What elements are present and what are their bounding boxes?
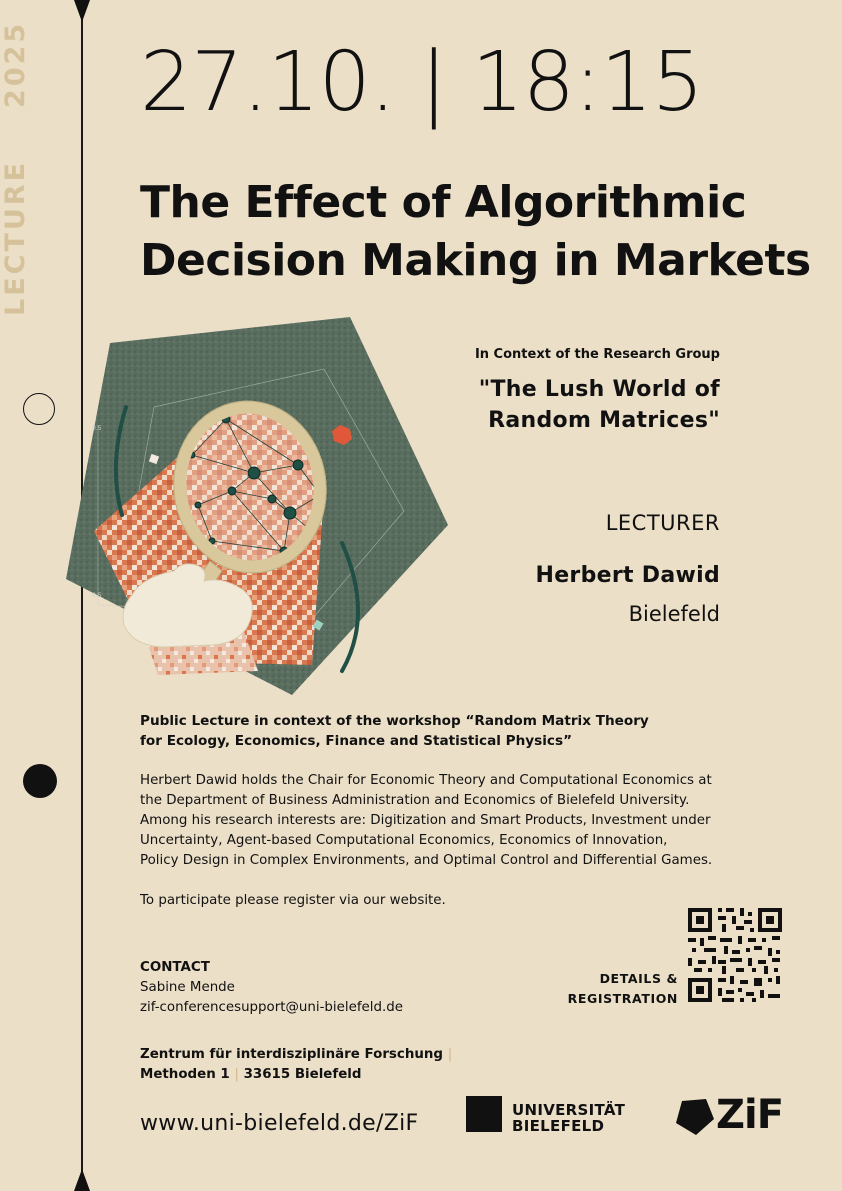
research-group-name-line-1: "The Lush World of [478, 377, 720, 402]
org-name-text: Zentrum für interdisziplinäre Forschung [140, 1047, 444, 1062]
contact-email-link[interactable]: zif-conferencesupport@uni-bielefeld.de [140, 1000, 404, 1015]
side-label-word: LECTURE [0, 159, 31, 316]
hollow-circle-marker [23, 393, 55, 425]
faint-axis-tick: 0.5 [92, 592, 102, 599]
lecturer-location: Bielefeld [628, 602, 720, 626]
bio-line-3: Among his research interests are: Digitization and Smart Products, Investment under [140, 813, 711, 828]
uni-logo-square-icon [466, 1096, 502, 1132]
contact-name: Sabine Mende [140, 980, 235, 995]
intro-line-1: Public Lecture in context of the workshop “Random Matrix Theory [140, 713, 649, 729]
faint-axis-tick: 0.5 [92, 425, 102, 432]
research-group-name [479, 374, 720, 436]
separator: | [447, 1047, 453, 1062]
lecture-title-line-2: Decision Making in Markets [140, 235, 811, 286]
triangle-top-marker [74, 0, 90, 22]
uni-logo-line-1: UNIVERSITÄT [512, 1101, 626, 1119]
bio-line-2: the Department of Business Administration and Economics of Bielefeld University. [140, 793, 690, 808]
details-registration-label [568, 969, 678, 1009]
bio-line-1: Herbert Dawid holds the Chair for Economic Theory and Computational Economics at [140, 773, 712, 788]
side-label [0, 21, 31, 316]
lecturer-label: LECTURER [605, 511, 720, 535]
bio-line-4: Uncertainty, Agent-based Computational Economics, Economics of Innovation, [140, 833, 668, 848]
zif-pentagon-icon [674, 1097, 714, 1137]
side-label-year: 2025 [0, 20, 31, 108]
details-line-2: REGISTRATION [567, 991, 678, 1006]
lecturer-name: Herbert Dawid [535, 563, 720, 588]
lecture-intro [140, 711, 740, 751]
magnifier-network-illustration [62, 315, 456, 700]
org-street: Methoden 1 [140, 1067, 230, 1082]
filled-circle-marker [23, 764, 57, 798]
zif-logo-text: ZiF [716, 1092, 784, 1138]
registration-note: To participate please register via our website. [140, 893, 446, 908]
zif-logo [674, 1092, 794, 1139]
lecture-title [140, 174, 820, 290]
details-line-1: DETAILS & [599, 971, 678, 986]
bio-line-5: Policy Design in Complex Environments, and Optimal Control and Differential Games. [140, 853, 713, 868]
uni-logo-line-2: BIELEFELD [512, 1117, 605, 1135]
uni-logo-text [512, 1102, 625, 1134]
org-address [140, 1065, 361, 1085]
intro-line-2: for Ecology, Economics, Finance and Statistical Physics” [140, 733, 572, 749]
triangle-bottom-marker [74, 1169, 90, 1191]
org-name [140, 1045, 452, 1065]
org-city: 33615 Bielefeld [243, 1067, 362, 1082]
lecture-title-line-1: The Effect of Algorithmic [140, 177, 747, 228]
research-group-label: In Context of the Research Group [474, 347, 720, 362]
lecturer-bio [140, 771, 740, 871]
research-group-name-line-2: Random Matrices" [488, 408, 720, 433]
contact-label: CONTACT [140, 960, 210, 975]
university-bielefeld-logo [466, 1096, 626, 1136]
website-link[interactable]: www.uni-bielefeld.de/ZiF [140, 1111, 419, 1136]
separator: | [234, 1067, 239, 1082]
event-datetime: 27.10. | 18:15 [140, 35, 703, 130]
registration-qr-code[interactable] [688, 908, 782, 1002]
